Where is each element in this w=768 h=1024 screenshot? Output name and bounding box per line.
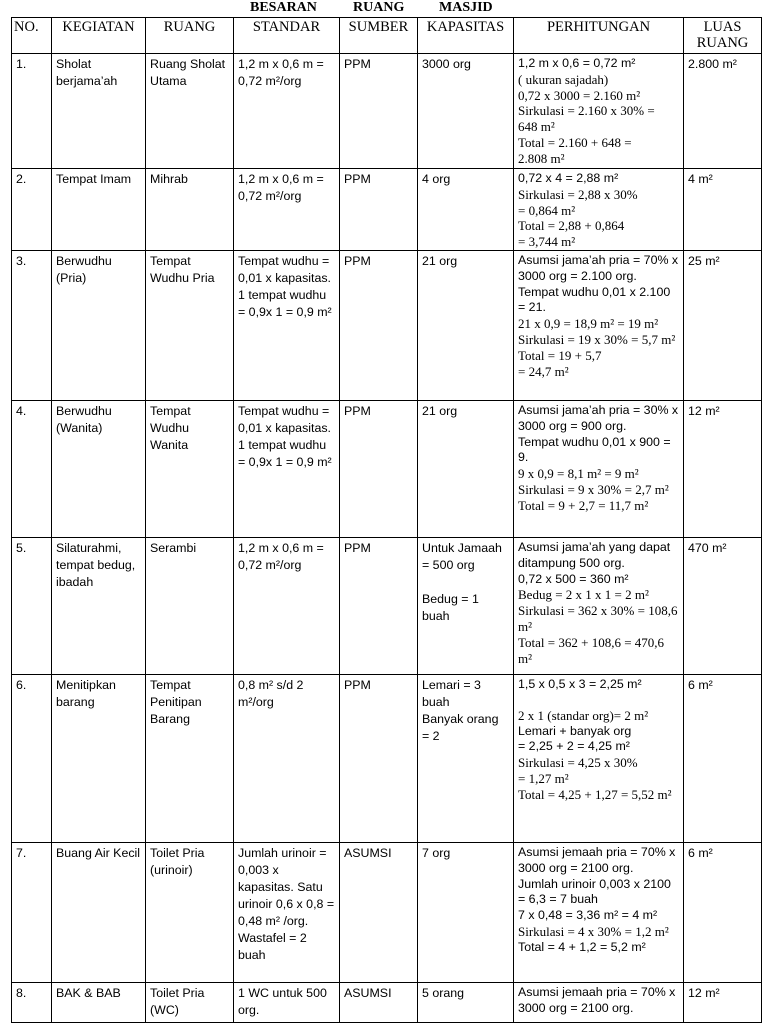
cell-sumber: PPM (340, 400, 418, 537)
cell-perhitungan (514, 54, 684, 169)
cell-kapasitas (418, 842, 514, 982)
perhitungan-line: 0,72 x 4 = 2,88 m² (518, 171, 619, 185)
cell-luas-ruang: 2.800 m² (684, 54, 762, 169)
cell-standar: Jumlah urinoir = 0,003 x kapasitas. Satu urinoir 0,6 x 0,8 = 0,48 m² /org. Wastafel = 2 buah (234, 842, 340, 982)
cell-kapasitas (418, 400, 514, 537)
kapasitas-line: 3000 org (422, 57, 471, 71)
cell-perhitungan (514, 169, 684, 251)
header-luas-ruang: LUAS RUANG (684, 18, 762, 54)
perhitungan-line: Total = 4 + 1,2 = 5,2 m² (518, 939, 646, 954)
table-row (12, 674, 762, 842)
perhitungan-line: Asumsi jama’ah pria = 30% x 3000 org = 900 org. (518, 402, 679, 433)
cell-ruang: Tempat Wudhu Wanita (146, 400, 234, 537)
cell-kapasitas (418, 169, 514, 251)
table-row (12, 54, 762, 169)
perhitungan-line: Asumsi jama’ah yang dapat ditampung 500 org. (518, 539, 671, 570)
table-row (12, 169, 762, 251)
cell-sumber: PPM (340, 250, 418, 400)
cell-ruang: Mihrab (146, 169, 234, 251)
cell-ruang: Tempat Penitipan Barang (146, 674, 234, 842)
kapasitas-line: 21 org (422, 253, 458, 268)
cell-sumber: PPM (340, 54, 418, 169)
cell-sumber: ASUMSI (340, 842, 418, 982)
cell-kapasitas (418, 982, 514, 1022)
kapasitas-line: Banyak orang = 2 (422, 711, 499, 743)
perhitungan-line: = 24,7 m² (518, 363, 569, 379)
table-row (12, 400, 762, 537)
cell-no: 5. (12, 537, 52, 674)
cell-no: 4. (12, 400, 52, 537)
perhitungan-line: = 2,25 + 2 = 4,25 m² (518, 739, 630, 754)
cell-luas-ruang: 25 m² (684, 250, 762, 400)
kapasitas-line: 21 org (422, 403, 458, 418)
cell-no: 8. (12, 982, 52, 1022)
header-perhitungan: PERHITUNGAN (514, 18, 684, 54)
cell-luas-ruang: 12 m² (684, 400, 762, 537)
cell-kegiatan: Buang Air Kecil (52, 842, 146, 982)
kapasitas-line: 7 org (422, 845, 451, 860)
perhitungan-line: 1,5 x 0,5 x 3 = 2,25 m² (518, 676, 642, 691)
cell-standar: 1,2 m x 0,6 m = 0,72 m²/org (234, 54, 340, 169)
besaran-ruang-table (11, 17, 762, 1023)
cell-perhitungan (514, 982, 684, 1022)
perhitungan-line: = 0,864 m² (518, 202, 576, 218)
perhitungan-line: Sirkulasi = 2.160 x 30% = (518, 103, 655, 119)
perhitungan-line: Sirkulasi = 362 x 30% = 108,6 m² (518, 603, 678, 634)
perhitungan-line: Total = 9 + 2,7 = 11,7 m² (518, 497, 649, 513)
header-kapasitas: KAPASITAS (418, 18, 514, 54)
cell-kapasitas (418, 674, 514, 842)
perhitungan-line: Total = 4,25 + 1,27 = 5,52 m² (518, 786, 672, 802)
cell-luas-ruang: 6 m² (684, 842, 762, 982)
perhitungan-line: Sirkulasi = 4 x 30% = 1,2 m² (518, 923, 669, 939)
perhitungan-line: 9 x 0,9 = 8,1 m² = 9 m² (518, 466, 639, 482)
cell-perhitungan (514, 674, 684, 842)
kapasitas-line: 4 org (422, 172, 451, 186)
cell-kapasitas (418, 54, 514, 169)
cell-perhitungan (514, 537, 684, 674)
perhitungan-line: 21 x 0,9 = 18,9 m² = 19 m² (518, 316, 659, 332)
kapasitas-line (422, 574, 509, 591)
perhitungan-line: = 1,27 m² (518, 770, 569, 786)
perhitungan-line: 2 x 1 (standar org)= 2 m² (518, 707, 649, 723)
kapasitas-line: Untuk Jamaah = 500 org (422, 540, 502, 572)
cell-sumber: PPM (340, 537, 418, 674)
cell-no: 6. (12, 674, 52, 842)
cell-kegiatan: Tempat Imam (52, 169, 146, 251)
header-no: NO. (12, 18, 52, 54)
cell-sumber: PPM (340, 169, 418, 251)
cell-standar: 0,8 m² s/d 2 m²/org (234, 674, 340, 842)
cell-luas-ruang: 6 m² (684, 674, 762, 842)
cell-luas-ruang: 4 m² (684, 169, 762, 251)
perhitungan-line: Asumsi jemaah pria = 70% x 3000 org = 2100 org. (518, 844, 676, 875)
cell-kegiatan: Sholat berjama’ah (52, 54, 146, 169)
perhitungan-line: Sirkulasi = 9 x 30% = 2,7 m² (518, 481, 669, 497)
cell-kegiatan: Silaturahmi, tempat bedug, ibadah (52, 537, 146, 674)
kapasitas-line: 5 orang (422, 985, 465, 1000)
perhitungan-line: 7 x 0,48 = 3,36 m² = 4 m² (518, 908, 658, 923)
cell-perhitungan (514, 250, 684, 400)
cell-standar: 1 WC untuk 500 org. (234, 982, 340, 1022)
perhitungan-line: Sirkulasi = 19 x 30% = 5,7 m² (518, 331, 676, 347)
cell-ruang: Toilet Pria (WC) (146, 982, 234, 1022)
cell-no: 1. (12, 54, 52, 169)
cell-perhitungan (514, 400, 684, 537)
cell-kegiatan: Berwudhu (Pria) (52, 250, 146, 400)
cell-perhitungan (514, 842, 684, 982)
header-standar: STANDAR (234, 18, 340, 54)
cell-ruang: Serambi (146, 537, 234, 674)
table-row (12, 537, 762, 674)
cell-standar: Tempat wudhu = 0,01 x kapasitas. 1 tempat wudhu = 0,9x 1 = 0,9 m² (234, 400, 340, 537)
cell-ruang: Ruang Sholat Utama (146, 54, 234, 169)
cell-luas-ruang: 470 m² (684, 537, 762, 674)
cell-kapasitas (418, 250, 514, 400)
cell-kapasitas (418, 537, 514, 674)
cell-no: 3. (12, 250, 52, 400)
cell-standar: Tempat wudhu = 0,01 x kapasitas. 1 tempat wudhu = 0,9x 1 = 0,9 m² (234, 250, 340, 400)
perhitungan-line: Sirkulasi = 4,25 x 30% (518, 755, 638, 771)
perhitungan-line: 2.808 m² (518, 150, 565, 166)
kapasitas-line: Bedug = 1 buah (422, 591, 479, 623)
header-kegiatan: KEGIATAN (52, 18, 146, 54)
perhitungan-line (518, 693, 679, 708)
cell-ruang: Toilet Pria (urinoir) (146, 842, 234, 982)
header-row (12, 18, 762, 54)
perhitungan-line: ( ukuran sajadah) (518, 71, 609, 87)
perhitungan-line: 0,72 x 500 = 360 m² (518, 571, 629, 586)
perhitungan-line: Bedug = 2 x 1 x 1 = 2 m² (518, 587, 649, 603)
cell-luas-ruang: 12 m² (684, 982, 762, 1022)
cell-sumber: ASUMSI (340, 982, 418, 1022)
perhitungan-line: Asumsi jemaah pria = 70% x 3000 org = 2100 org. (518, 984, 676, 1015)
perhitungan-line: Total = 362 + 108,6 = 470,6 m² (518, 634, 665, 666)
cell-sumber: PPM (340, 674, 418, 842)
kapasitas-line: Lemari = 3 buah (422, 677, 481, 709)
perhitungan-line: Total = 2,88 + 0,864 (518, 218, 625, 234)
title-word-ruang: RUANG (353, 0, 405, 15)
title-word-besaran: BESARAN (250, 0, 317, 15)
table-row (12, 250, 762, 400)
cell-no: 7. (12, 842, 52, 982)
cell-ruang: Tempat Wudhu Pria (146, 250, 234, 400)
perhitungan-line: Tempat wudhu 0,01 x 2.100 = 21. (518, 284, 671, 315)
header-ruang: RUANG (146, 18, 234, 54)
perhitungan-line: Sirkulasi = 2,88 x 30% (518, 186, 638, 202)
table-row (12, 982, 762, 1022)
perhitungan-line: 0,72 x 3000 = 2.160 m² (518, 87, 641, 103)
perhitungan-line: Jumlah urinoir 0,003 x 2100 = 6,3 = 7 buah (518, 876, 671, 907)
perhitungan-line: Total = 19 + 5,7 (518, 347, 602, 363)
perhitungan-line: 1,2 m x 0,6 = 0,72 m² (518, 56, 636, 70)
perhitungan-line: Lemari + banyak org (518, 723, 632, 738)
cell-standar: 1,2 m x 0,6 m = 0,72 m²/org (234, 537, 340, 674)
cell-standar: 1,2 m x 0,6 m = 0,72 m²/org (234, 169, 340, 251)
perhitungan-line: = 3,744 m² (518, 234, 576, 250)
perhitungan-line: Tempat wudhu 0,01 x 900 = 9. (518, 434, 671, 465)
perhitungan-line: Asumsi jama’ah pria = 70% x 3000 org = 2.100 org. (518, 252, 679, 283)
table-body (12, 54, 762, 1023)
perhitungan-line: 648 m² (518, 119, 555, 135)
cell-kegiatan: Berwudhu (Wanita) (52, 400, 146, 537)
cell-kegiatan: Menitipkan barang (52, 674, 146, 842)
table-row (12, 842, 762, 982)
perhitungan-line: Total = 2.160 + 648 = (518, 134, 632, 150)
title-word-masjid: MASJID (439, 0, 493, 15)
cell-kegiatan: BAK & BAB (52, 982, 146, 1022)
cell-no: 2. (12, 169, 52, 251)
header-sumber: SUMBER (340, 18, 418, 54)
